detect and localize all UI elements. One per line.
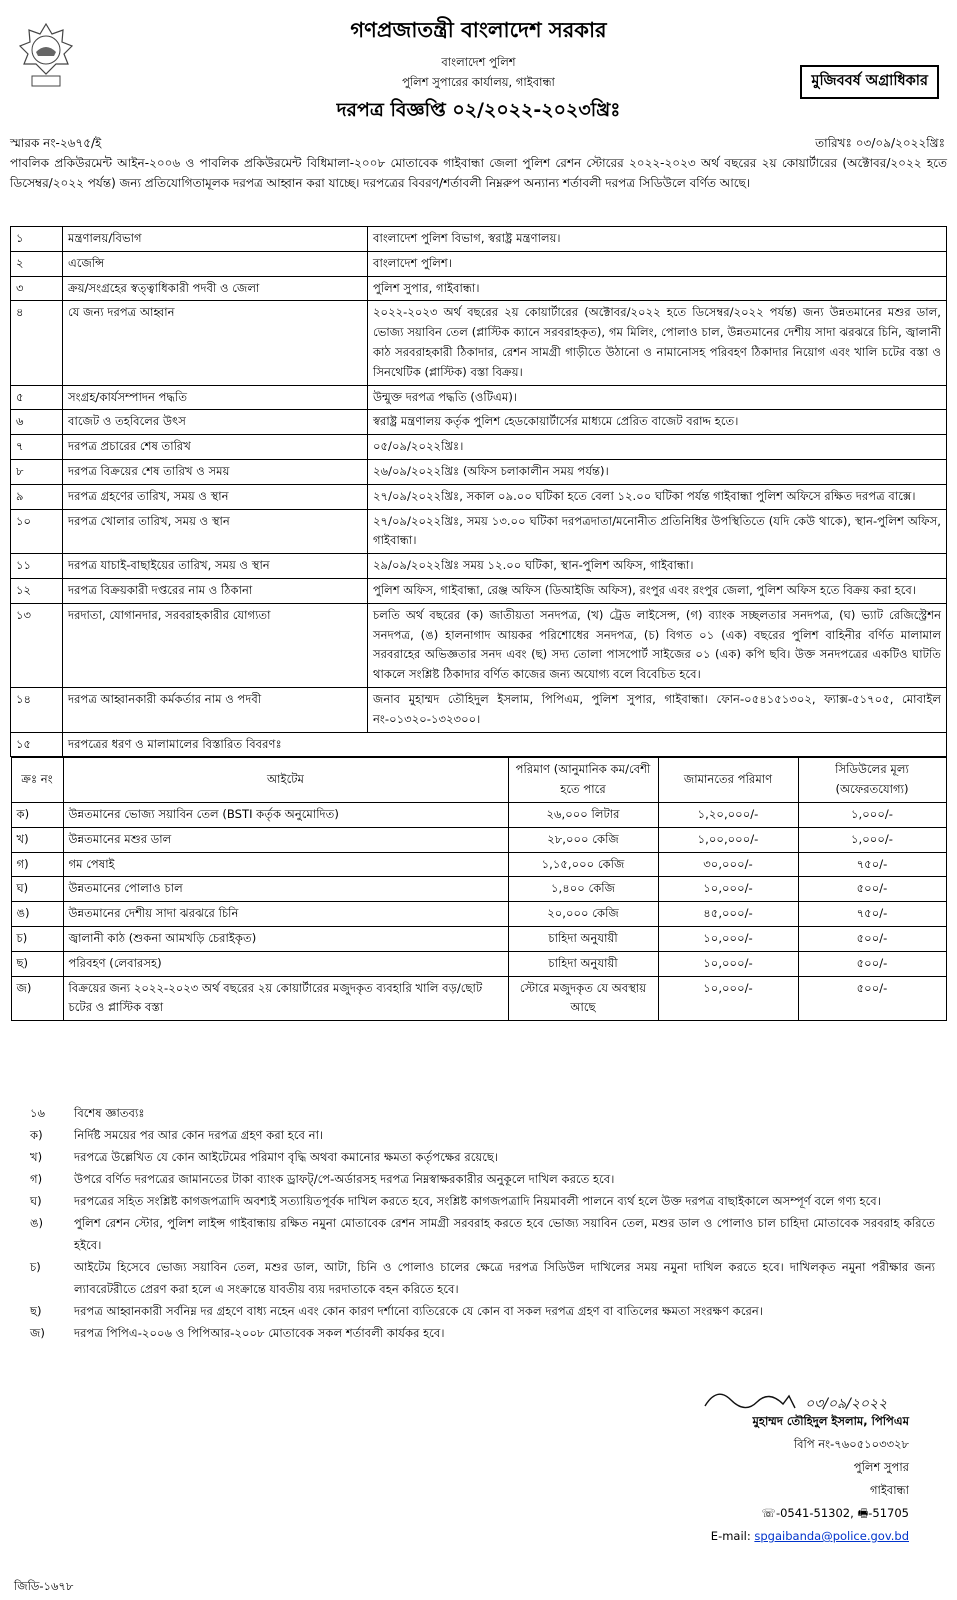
- item-row: [11, 976, 946, 1021]
- item-name: উন্নতমানের ভোজ্য সয়াবিন তেল (BSTI কর্তৃক অনুমোদিত): [63, 802, 508, 827]
- item-name: গম পেষাই: [63, 852, 508, 877]
- note-text: দরপত্র আহ্বানকারী সর্বনিম্ন দর গ্রহণে বাধ্য নহেন এবং কোন কারণ দর্শানো ব্যতিরেকে যে কোন বা সকল দরপত্র গ্রহণ বা বাতিলের ক্ষমতা সংরক্ষণ করেন।: [74, 1304, 763, 1318]
- note-key: ঘ): [30, 1194, 42, 1208]
- header-item: আইটেম: [63, 758, 508, 803]
- row-number: ৭: [11, 435, 63, 460]
- row-value: ২০২২-২০২৩ অর্থ বছরের ২য় কোয়ার্টারের (অক্টোবর/২০২২ হতে ডিসেম্বর/২০২২ পর্যন্ত) জন্য উন্নতমানের মশুর ডাল, ভোজ্য সয়াবিন তেল (প্লাস্টিক ক্যানে সরবরাহকৃত), গম মিলিং, পোলাও চাল, উন্নতমানের দেশীয় সাদা ঝরঝরে চিনি, জ্বালানী কাঠ সরবরাহকারী ঠিকাদার, রেশন সামগ্রী গাড়ীতে উঠানো ও নামানোসহ পরিবহণ ঠিকাদার নিয়োগ এবং খালি চটের বস্তা ও সিনথেটিক (প্লাস্টিক) বস্তা বিক্রয়।: [368, 301, 947, 385]
- detail-row: [11, 484, 947, 509]
- item-serial: ক): [11, 802, 63, 827]
- row-number: ৯: [11, 484, 63, 509]
- bp-number: বিপি নং-৭৬০৫১০৩৩২৮: [793, 1437, 909, 1451]
- item-name: উন্নতমানের পোলাও চাল: [63, 877, 508, 902]
- row-number: ৮: [11, 459, 63, 484]
- item-quantity: ১,১৫,০০০ কেজি: [508, 852, 658, 877]
- row-label: মন্ত্রণালয়/বিভাগ: [63, 227, 368, 252]
- item-name: উন্নতমানের মশুর ডাল: [63, 827, 508, 852]
- item-price: ৫০০/-: [798, 877, 946, 902]
- row-value: স্বরাষ্ট্র মন্ত্রণালয় কর্তৃক পুলিশ হেডকোয়ার্টার্সের মাধ্যমে প্রেরিত বাজেট বরাদ্দ হতে।: [368, 410, 947, 435]
- detail-row: [11, 227, 947, 252]
- note-text: দরপত্র পিপিএ-২০০৬ ও পিপিআর-২০০৮ মোতাবেক সকল শর্তাবলী কার্যকর হবে।: [74, 1326, 445, 1340]
- detail-row: [11, 509, 947, 554]
- priority-badge: মুজিববর্ষ অগ্রাধিকার: [800, 65, 939, 99]
- detail-row: [11, 687, 947, 732]
- item-price: ৫০০/-: [798, 951, 946, 976]
- note-key: গ): [30, 1172, 43, 1186]
- signature-block: [711, 1386, 909, 1548]
- row-number: ৬: [11, 410, 63, 435]
- items-row: [11, 757, 947, 1021]
- office-name: পুলিশ সুপারের কার্যালয়, গাইবান্ধা: [402, 75, 555, 89]
- row-number: ১০: [11, 509, 63, 554]
- row-value: ০৫/০৯/২০২২খ্রিঃ।: [368, 435, 947, 460]
- detail-row-items: [11, 732, 947, 757]
- note-text: দরপত্রের সহিত সংশ্লিষ্ট কাগজপত্রাদি অবশ্যই সত্যায়িতপূর্বক দাখিল করতে হবে, সংশ্লিষ্ট কাগজপত্রাদি নিয়মাবলী পালনে ব্যর্থ হলে উক্ত দরপত্র বাছাইকালে অসম্পূর্ণ বলে গণ্য হবে।: [74, 1194, 881, 1208]
- item-row: [11, 802, 946, 827]
- header-quantity: পরিমাণ (আনুমানিক কম/বেশী হতে পারে: [508, 758, 658, 803]
- detail-row: [11, 251, 947, 276]
- signatory-name: মুহাম্মদ তৌহিদুল ইসলাম, পিপিএম: [752, 1414, 909, 1428]
- note-item: [10, 1322, 947, 1344]
- item-serial: ঙ): [11, 902, 63, 927]
- item-row: [11, 852, 946, 877]
- item-quantity: ২৮,০০০ কেজি: [508, 827, 658, 852]
- row-number: ৩: [11, 276, 63, 301]
- special-notes: [10, 1102, 947, 1344]
- item-quantity: ১,৪০০ কেজি: [508, 877, 658, 902]
- item-name: জ্বালানী কাঠ (শুকনা আমখড়ি চেরাইকৃত): [63, 926, 508, 951]
- row-label: দরপত্র খোলার তারিখ, সময় ও স্থান: [63, 509, 368, 554]
- row-number: ১৫: [11, 732, 63, 757]
- intro-paragraph: পাবলিক প্রকিউরমেন্ট আইন-২০০৬ ও পাবলিক প্রকিউরমেন্ট বিধিমালা-২০০৮ মোতাবেক গাইবান্ধা জেলা পুলিশ রেশন স্টোরের ২০২২-২০২৩ অর্থ বছরের ২য় কোয়ার্টারের (অক্টোবর/২০২২ হতে ডিসেম্বর/২০২২ পর্যন্ত) জন্য প্রতিযোগিতামূলক দরপত্র আহ্বান করা যাচ্ছে। দরপত্রের বিবরণ/শর্তাবলী নিম্নরুপ অন্যান্য শর্তাবলী দরপত্র সিডিউলে বর্ণিত আছে।: [10, 156, 947, 190]
- note-key: ঙ): [30, 1216, 44, 1230]
- item-price: ৭৫০/-: [798, 852, 946, 877]
- detail-row: [11, 435, 947, 460]
- row-number: ১: [11, 227, 63, 252]
- detail-row: [11, 410, 947, 435]
- contact-line: [711, 1502, 909, 1525]
- note-key: খ): [30, 1150, 43, 1164]
- notes-header: [10, 1102, 947, 1124]
- row-number: ১৪: [11, 687, 63, 732]
- item-serial: ছ): [11, 951, 63, 976]
- signature-date: ০৩/০৯/২০২২: [805, 1396, 888, 1412]
- item-price: ৫০০/-: [798, 926, 946, 951]
- item-row: [11, 827, 946, 852]
- row-value: উন্মুক্ত দরপত্র পদ্ধতি (ওটিএম)।: [368, 385, 947, 410]
- item-price: ১,০০০/-: [798, 827, 946, 852]
- row-label: দরপত্র প্রচারের শেষ তারিখ: [63, 435, 368, 460]
- detail-row: [11, 459, 947, 484]
- row-label: দরপত্রের ধরণ ও মালামালের বিস্তারিত বিবরণঃ: [63, 732, 947, 757]
- item-security: ১০,০০০/-: [658, 976, 798, 1021]
- item-security: ১০,০০০/-: [658, 877, 798, 902]
- row-value: জনাব মুহাম্মদ তৌহিদুল ইসলাম, পিপিএম, পুলিশ সুপার, গাইবান্ধা। ফোন-০৫৪১৫১৩০২, ফ্যাক্স-৫১৭০৫, মোবাইল নং-০১৩২০-১৩২৩০০।: [368, 687, 947, 732]
- fax-icon: 🖷: [857, 1506, 869, 1520]
- signatory-district: গাইবান্ধা: [869, 1483, 909, 1497]
- item-security: ৩০,০০০/-: [658, 852, 798, 877]
- note-item: [10, 1190, 947, 1212]
- row-value: বাংলাদেশ পুলিশ বিভাগ, স্বরাষ্ট্র মন্ত্রণালয়।: [368, 227, 947, 252]
- note-text: নির্দিষ্ট সময়ের পর আর কোন দরপত্র গ্রহণ করা হবে না।: [74, 1128, 324, 1142]
- note-item: [10, 1256, 947, 1300]
- note-key: চ): [30, 1260, 41, 1274]
- item-serial: খ): [11, 827, 63, 852]
- note-key: ছ): [30, 1304, 42, 1318]
- fax-number: -51705: [868, 1506, 909, 1520]
- header-price: সিডিউলের মূল্য (অফেরতযোগ্য): [798, 758, 946, 803]
- row-label: দরপত্র গ্রহণের তারিখ, সময় ও স্থান: [63, 484, 368, 509]
- detail-row: [11, 385, 947, 410]
- item-price: ৭৫০/-: [798, 902, 946, 927]
- organization-name: বাংলাদেশ পুলিশ: [441, 55, 516, 69]
- memo-number: স্মারক নং-২৬৭৫/ই: [10, 136, 102, 150]
- note-text: পুলিশ রেশন স্টোর, পুলিশ লাইন্স গাইবান্ধায় রক্ষিত নমুনা মোতাবেক রেশন সামগ্রী সরবরাহ করতে হবে ভোজ্য সয়াবিন তেল, মশুর ডাল ও পোলাও চাল চাহিদা মোতাবেক সরবরাহ করিতে হইবে।: [74, 1216, 935, 1252]
- item-price: ১,০০০/-: [798, 802, 946, 827]
- item-quantity: স্টোরে মজুদকৃত যে অবস্থায় আছে: [508, 976, 658, 1021]
- item-security: ৪৫,০০০/-: [658, 902, 798, 927]
- item-name: উন্নতমানের দেশীয় সাদা ঝরঝরে চিনি: [63, 902, 508, 927]
- row-label: দরপত্র আহ্বানকারী কর্মকর্তার নাম ও পদবী: [63, 687, 368, 732]
- note-text: আইটেম হিসেবে ভোজ্য সয়াবিন তেল, মশুর ডাল, আটা, চিনি ও পোলাও চালের ক্ষেত্রে দরপত্র সিডিউল দাখিলের সময় নমুনা দাখিল করতে হবে। দাখিলকৃত নমুনা পরীক্ষার জন্য ল্যাবরেটরীতে প্রেরণ করা হলে এ সংক্রান্তে যাবতীয় ব্যয় দরদাতাকে বহন করিতে হবে।: [74, 1260, 935, 1296]
- detail-row: [11, 276, 947, 301]
- row-label: দরদাতা, যোগানদার, সরবরাহকারীর যোগ্যতা: [63, 603, 368, 687]
- item-row: [11, 951, 946, 976]
- row-label: এজেন্সি: [63, 251, 368, 276]
- item-quantity: চাহিদা অনুযায়ী: [508, 951, 658, 976]
- row-value: পুলিশ সুপার, গাইবান্ধা।: [368, 276, 947, 301]
- item-quantity: ২৬,০০০ লিটার: [508, 802, 658, 827]
- note-key: জ): [30, 1326, 45, 1340]
- email-link[interactable]: spgaibanda@police.gov.bd: [754, 1529, 909, 1543]
- memo-date: তারিখঃ ০৩/০৯/২০২২খ্রিঃ: [815, 136, 945, 150]
- row-label: যে জন্য দরপত্র আহ্বান: [63, 301, 368, 385]
- item-price: ৫০০/-: [798, 976, 946, 1021]
- tender-details-table: [10, 226, 947, 1021]
- email-label: E-mail:: [710, 1529, 751, 1543]
- detail-row: [11, 578, 947, 603]
- row-value: ২৬/০৯/২০২২খ্রিঃ (অফিস চলাকালীন সময় পর্যন্ত)।: [368, 459, 947, 484]
- signatory-designation: পুলিশ সুপার: [853, 1460, 909, 1474]
- row-value: ২৭/০৯/২০২২খ্রিঃ, সকাল ০৯.০০ ঘটিকা হতে বেলা ১২.০০ ঘটিকা পর্যন্ত গাইবান্ধা পুলিশ অফিসে রক্ষিত দরপত্র বাক্সে।: [368, 484, 947, 509]
- row-label: ক্রয়/সংগ্রহের স্বত্ত্বাধিকারী পদবী ও জেলা: [63, 276, 368, 301]
- item-quantity: ২০,০০০ কেজি: [508, 902, 658, 927]
- row-label: দরপত্র বিক্রয়ের শেষ তারিখ ও সময়: [63, 459, 368, 484]
- item-security: ১,২০,০০০/-: [658, 802, 798, 827]
- row-label: সংগ্রহ/কার্যসম্পাদন পদ্ধতি: [63, 385, 368, 410]
- item-serial: চ): [11, 926, 63, 951]
- row-number: ৫: [11, 385, 63, 410]
- header-serial: ক্রঃ নং: [11, 758, 63, 803]
- note-text: দরপত্রে উল্লেখিত যে কোন আইটেমের পরিমাণ বৃদ্ধি অথবা কমানোর ক্ষমতা কর্তৃপক্ষের রয়েছে।: [74, 1150, 499, 1164]
- item-security: ১০,০০০/-: [658, 926, 798, 951]
- row-number: ১১: [11, 554, 63, 579]
- row-label: দরপত্র যাচাই-বাছাইয়ের তারিখ, সময় ও স্থান: [63, 554, 368, 579]
- note-key: ক): [30, 1128, 43, 1142]
- row-number: ১৩: [11, 603, 63, 687]
- notes-header-title: বিশেষ জ্ঞাতব্যঃ: [74, 1106, 145, 1120]
- note-item: [10, 1124, 947, 1146]
- phone-icon: ☏: [761, 1506, 776, 1520]
- row-label: দরপত্র বিক্রয়কারী দপ্তরের নাম ও ঠিকানা: [63, 578, 368, 603]
- item-row: [11, 877, 946, 902]
- note-item: [10, 1300, 947, 1322]
- item-row: [11, 902, 946, 927]
- detail-row: [11, 603, 947, 687]
- note-item: [10, 1168, 947, 1190]
- row-value: পুলিশ অফিস, গাইবান্ধা, রেঞ্জ অফিস (ডিআইজি অফিস), রংপুর এবং রংপুর জেলা, পুলিশ অফিস হতে বিক্রয় করা হবে।: [368, 578, 947, 603]
- item-serial: গ): [11, 852, 63, 877]
- email-line: [711, 1525, 909, 1548]
- header-security: জামানতের পরিমাণ: [658, 758, 798, 803]
- government-title: গণপ্রজাতন্ত্রী বাংলাদেশ সরকার: [350, 18, 607, 42]
- item-serial: জ): [11, 976, 63, 1021]
- row-number: ১২: [11, 578, 63, 603]
- items-header-row: [11, 758, 946, 803]
- note-item: [10, 1212, 947, 1256]
- phone-number: -0541-51302,: [775, 1506, 854, 1520]
- notes-header-number: ১৬: [30, 1106, 46, 1120]
- item-quantity: চাহিদা অনুযায়ী: [508, 926, 658, 951]
- detail-row: [11, 301, 947, 385]
- row-label: বাজেট ও তহবিলের উৎস: [63, 410, 368, 435]
- row-value: ২৯/০৯/২০২২খ্রিঃ সময় ১২.০০ ঘটিকা, স্থান-পুলিশ অফিস, গাইবান্ধা।: [368, 554, 947, 579]
- item-serial: ঘ): [11, 877, 63, 902]
- item-name: পরিবহণ (লেবারসহ): [63, 951, 508, 976]
- row-value: বাংলাদেশ পুলিশ।: [368, 251, 947, 276]
- items-table: [11, 757, 947, 1021]
- row-number: ২: [11, 251, 63, 276]
- item-row: [11, 926, 946, 951]
- row-value: চলতি অর্থ বছরের (ক) জাতীয়তা সনদপত্র, (খ) ট্রেড লাইসেন্স, (গ) ব্যাংক সচ্ছলতার সনদপত্র, (ঘ) ভ্যাট রেজিস্ট্রেশন সনদপত্র, (ঙ) হালনাগাদ আয়কর পরিশোধের সনদপত্র, (চ) বিগত ০১ (এক) বছরের পুলিশ বাহিনীর বর্ণিত মালামাল সরবরাহের অভিজ্ঞতার সনদ এবং (ছ) সদ্য তোলা পাসপোর্ট সাইজের ০১ (এক) কপি ছবি। উক্ত সনদপত্রের একটিও ঘাটতি থাকলে সংশ্লিষ্ট ঠিকাদার বর্ণিত কাজের জন্য অযোগ্য বলে বিবেচিত হবে।: [368, 603, 947, 687]
- notice-title: দরপত্র বিজ্ঞপ্তি ০২/২০২২-২০২৩খ্রিঃ: [336, 99, 621, 121]
- note-text: উপরে বর্ণিত দরপত্রের জামানতের টাকা ব্যাংক ড্রাফট্/পে-অর্ডারসহ দরপত্র নিম্নস্বাক্ষরকারীর অনুকূলে দাখিল করতে হবে।: [74, 1172, 615, 1186]
- footer-reference: জিডি-১৬৭৮: [14, 1579, 74, 1593]
- detail-row: [11, 554, 947, 579]
- note-item: [10, 1146, 947, 1168]
- item-name: বিক্রয়ের জন্য ২০২২-২০২৩ অর্থ বছরের ২য় কোয়ার্টারের মজুদকৃত ব্যবহারি খালি বড়/ছোট চটের ও প্লাস্টিক বস্তা: [63, 976, 508, 1021]
- row-number: ৪: [11, 301, 63, 385]
- row-value: ২৭/০৯/২০২২খ্রিঃ, সময় ১৩.০০ ঘটিকা দরপত্রদাতা/মনোনীত প্রতিনিধির উপস্থিতিতে (যদি কেউ থাকে), স্থান-পুলিশ অফিস, গাইবান্ধা।: [368, 509, 947, 554]
- item-security: ১,০০,০০০/-: [658, 827, 798, 852]
- item-security: ১০,০০০/-: [658, 951, 798, 976]
